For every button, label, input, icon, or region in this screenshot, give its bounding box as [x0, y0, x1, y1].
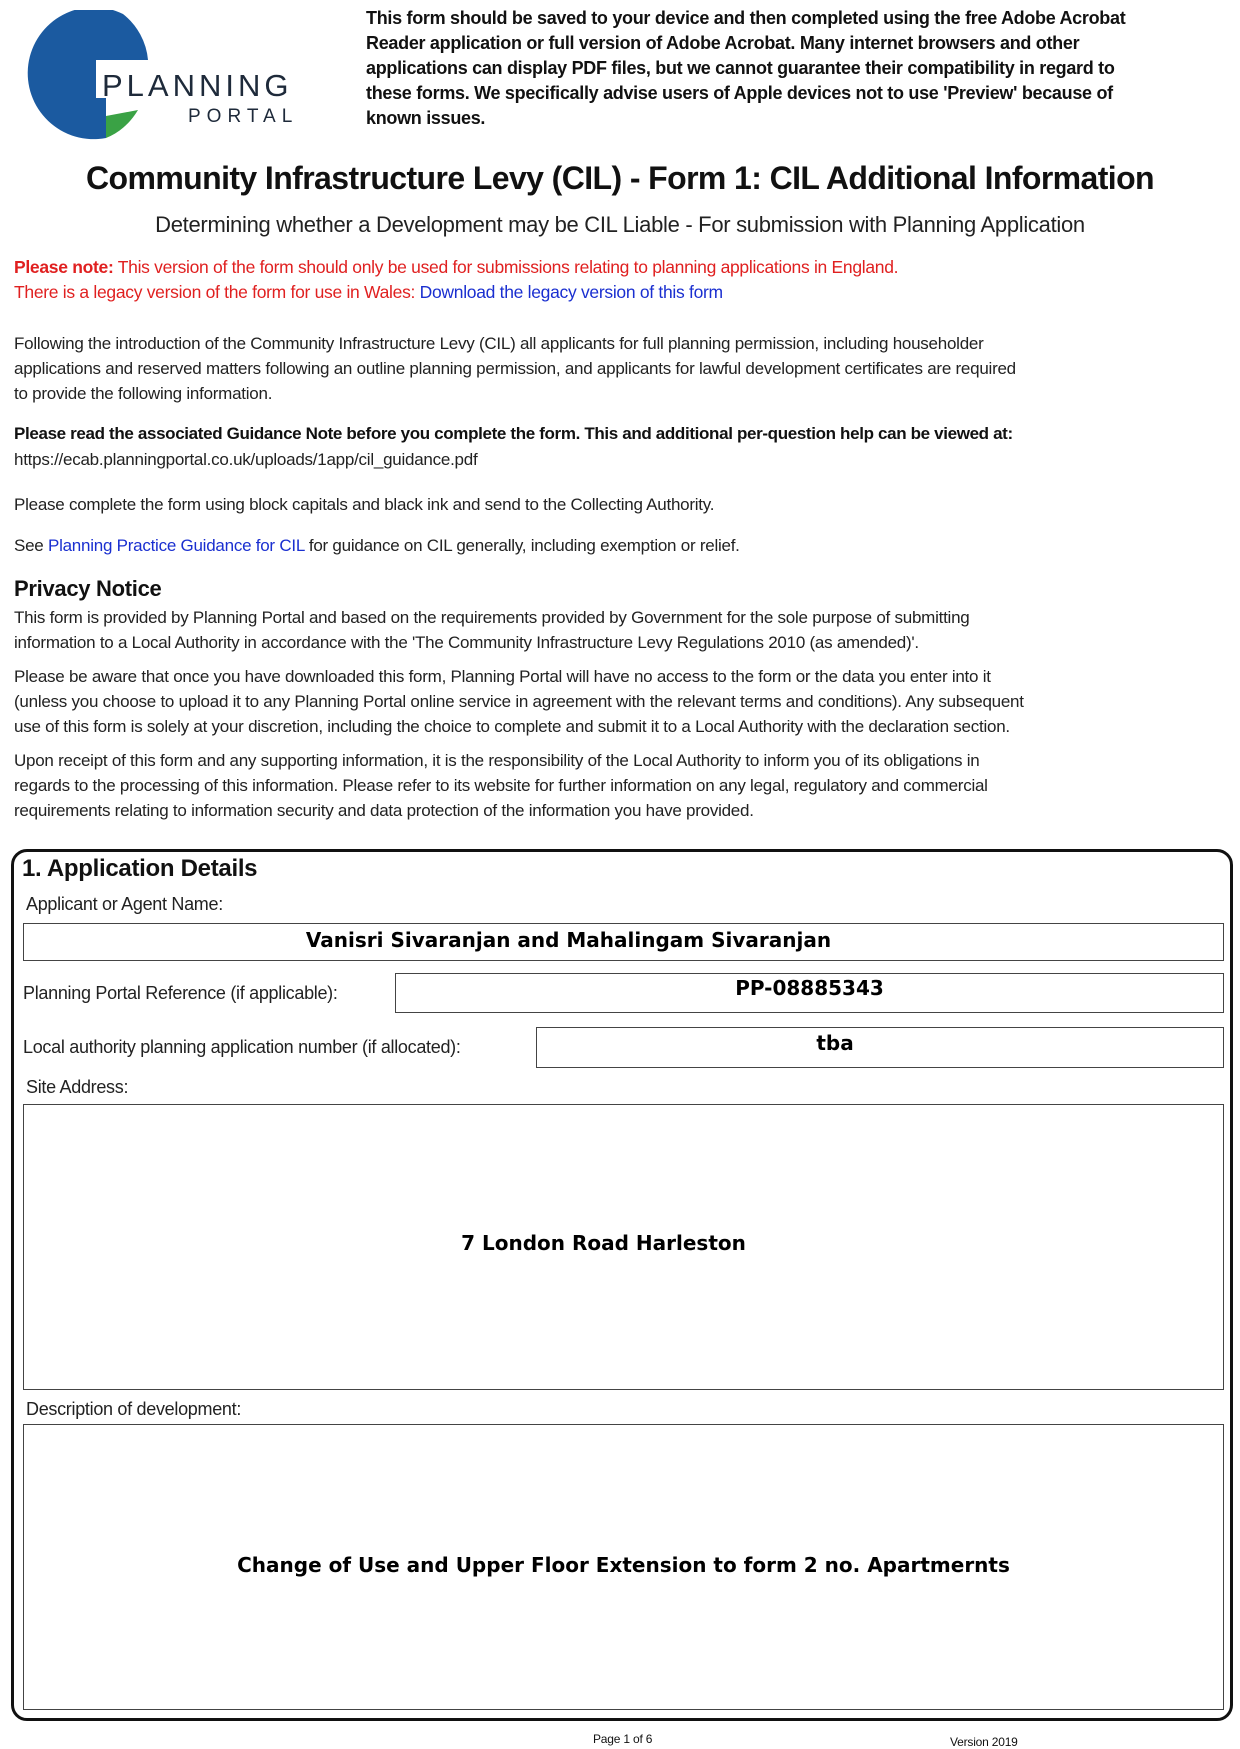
section-title: 1. Application Details [22, 855, 258, 882]
paragraph-line: Following the introduction of the Community Infrastructure Levy (CIL) all applicants for full planning permission, including householder [14, 334, 984, 353]
privacy-paragraph-3 [14, 748, 988, 823]
page-number: Page 1 of 6 [593, 1732, 653, 1746]
paragraph-line: to provide the following information. [14, 384, 273, 403]
ppg-cil-link[interactable]: Planning Practice Guidance for CIL [47, 536, 305, 555]
see-prefix: See [14, 536, 48, 555]
intro-line: known issues. [366, 108, 486, 128]
paragraph-line: information to a Local Authority in accordance with the 'The Community Infrastructure Levy Regulations 2010 (as amended)'. [14, 633, 919, 652]
guidance-text: Please read the associated Guidance Note before you complete the form. This and additional per-question help can be viewed at: [14, 424, 1013, 443]
site-address-field[interactable] [23, 1104, 1224, 1390]
paragraph-line: applications and reserved matters following an outline planning permission, and applicants for lawful development certificates are required [14, 359, 1016, 378]
see-guidance [14, 533, 740, 558]
please-note [14, 257, 898, 278]
description-label: Description of development: [26, 1399, 242, 1419]
logo-line1: PLANNING [102, 68, 293, 103]
description-value: Change of Use and Upper Floor Extension to form 2 no. Apartmernts [237, 1553, 1010, 1577]
la-number-label: Local authority planning application number (if allocated): [23, 1037, 461, 1057]
page-subtitle: Determining whether a Development may be CIL Liable - For submission with Planning Application [155, 212, 1085, 237]
planning-portal-logo [18, 10, 308, 145]
paragraph-line: Upon receipt of this form and any supporting information, it is the responsibility of the Local Authority to inform you of its obligations in [14, 751, 980, 770]
applicant-label: Applicant or Agent Name: [26, 894, 223, 914]
paragraph-line: use of this form is solely at your discretion, including the choice to complete and submit it to a Local Authority with the declaration section. [14, 717, 1010, 736]
complete-instructions: Please complete the form using block capitals and black ink and send to the Collecting Authority. [14, 495, 715, 514]
legacy-text: There is a legacy version of the form for use in Wales: [14, 282, 420, 302]
site-address-label: Site Address: [26, 1077, 129, 1097]
pp-reference-value: PP-08885343 [735, 976, 884, 1000]
intro-line: Reader application or full version of Adobe Acrobat. Many internet browsers and other [366, 33, 1080, 53]
privacy-paragraph-1 [14, 605, 970, 655]
logo-line2: PORTAL [188, 106, 299, 127]
description-field[interactable] [23, 1424, 1224, 1710]
intro-line: applications can display PDF files, but we cannot guarantee their compatibility in regard to [366, 58, 1115, 78]
paragraph-line: regards to the processing of this information. Please refer to its website for further information on any legal, regulatory and commercial [14, 776, 988, 795]
see-suffix: for guidance on CIL generally, including exemption or relief. [304, 536, 740, 555]
paragraph-line: Please be aware that once you have downloaded this form, Planning Portal will have no access to the form or the data you enter into it [14, 667, 991, 686]
privacy-heading: Privacy Notice [14, 576, 162, 601]
legacy-download-link[interactable]: Download the legacy version of this form [419, 282, 723, 302]
paragraph-line: (unless you choose to upload it to any Planning Portal online service in agreement with the relevant terms and conditions). Any subsequent [14, 692, 1024, 711]
pp-reference-field[interactable] [395, 973, 1224, 1013]
page-title: Community Infrastructure Levy (CIL) - Form 1: CIL Additional Information [86, 160, 1154, 196]
legacy-note [14, 282, 723, 303]
intro-paragraph [14, 331, 1016, 406]
privacy-paragraph-2 [14, 664, 1024, 739]
paragraph-line: This form is provided by Planning Portal and based on the requirements provided by Government for the sole purpose of submitting [14, 608, 970, 627]
la-number-value: tba [816, 1031, 854, 1055]
intro-line: these forms. We specifically advise users of Apple devices not to use 'Preview' because of [366, 83, 1113, 103]
note-label: Please note: [14, 257, 114, 277]
guidance-link[interactable]: https://ecab.planningportal.co.uk/uploads/1app/cil_guidance.pdf [14, 450, 478, 469]
note-text: This version of the form should only be used for submissions relating to planning applications in England. [113, 257, 899, 277]
paragraph-line: requirements relating to information security and data protection of the information you have provided. [14, 801, 754, 820]
applicant-name-field[interactable] [23, 923, 1224, 961]
pp-reference-label: Planning Portal Reference (if applicable): [23, 983, 338, 1003]
site-address-value: 7 London Road Harleston [461, 1231, 746, 1255]
la-number-field[interactable] [536, 1027, 1224, 1068]
intro-line: This form should be saved to your device and then completed using the free Adobe Acrobat [366, 8, 1126, 28]
applicant-name-value: Vanisri Sivaranjan and Mahalingam Sivaranjan [305, 928, 832, 952]
form-version: Version 2019 [950, 1735, 1018, 1749]
intro-notice [366, 6, 1125, 131]
